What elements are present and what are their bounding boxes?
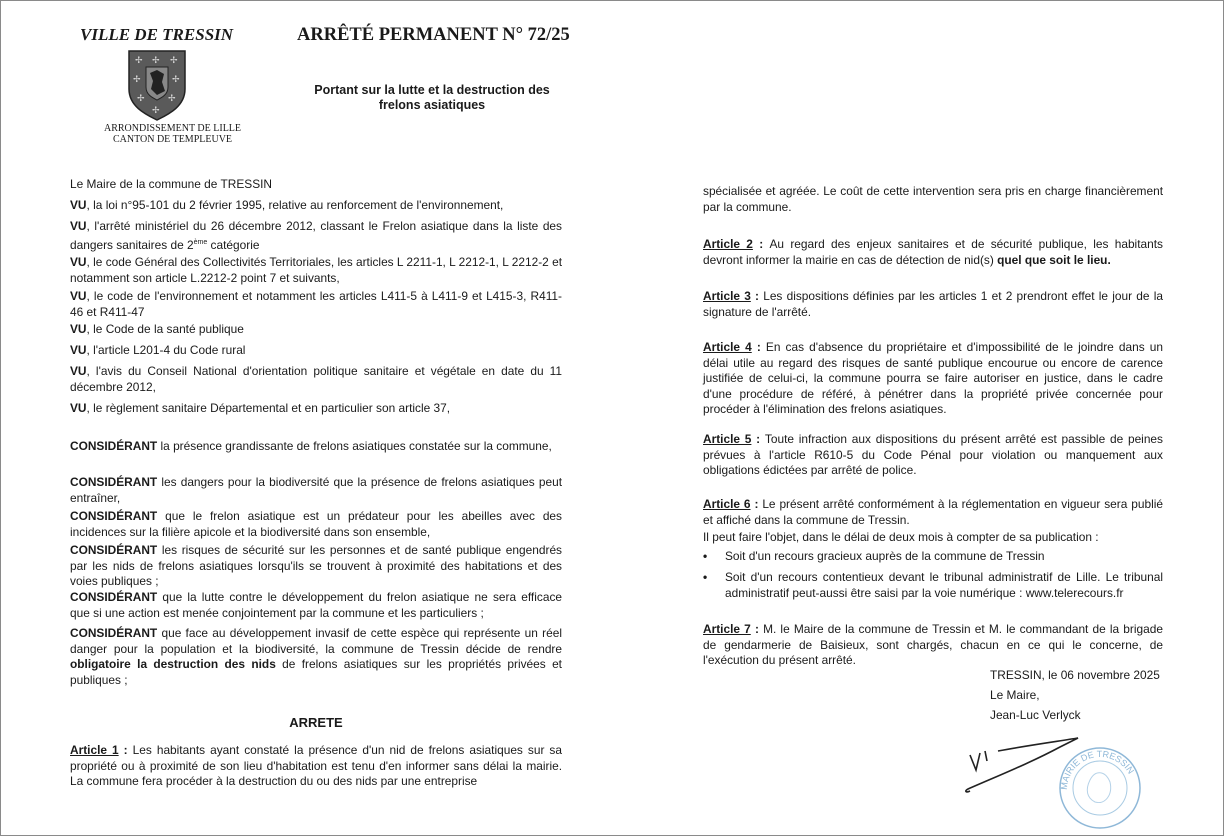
svg-text:✢: ✢ xyxy=(170,56,178,66)
article-2: Article 2 : Au regard des enjeux sanitaires et de sécurité publique, les habitants devront informer la mairie en cas de détection de nid(s) quel que soit le lieu. xyxy=(703,237,1163,267)
svg-text:✢: ✢ xyxy=(133,75,141,85)
town-name: VILLE DE TRESSIN xyxy=(80,25,234,44)
svg-text:✢: ✢ xyxy=(137,94,145,104)
considerant-item: CONSIDÉRANT que face au développement invasif de cette espèce qui représente un réel danger pour la population et la biodiversité, la commune de Tressin décide de rendre obligatoire la destruction des nids de frelons asiatiques sur les propriétés privées et publiques ; xyxy=(70,626,562,687)
vu-item: VU, le code Général des Collectivités Territoriales, les articles L 2211-1, L 2212-1, L 2212-2 et notamment son article L.2212-2 point 7 et suivants, xyxy=(70,255,562,285)
subtitle-line: Portant sur la lutte et la destruction des xyxy=(314,83,550,97)
subtitle-line: frelons asiatiques xyxy=(378,98,486,112)
bullet-item: • Soit d'un recours gracieux auprès de la commune de Tressin xyxy=(703,549,1045,563)
document-subtitle xyxy=(282,83,582,113)
vu-item: VU, la loi n°95-101 du 2 février 1995, relative au renforcement de l'environnement, xyxy=(70,198,504,212)
signatory-name: Jean-Luc Verlyck xyxy=(990,708,1081,722)
considerant-item: CONSIDÉRANT les risques de sécurité sur les personnes et de santé publique engendrés par les nids de frelons asiatiques lorsqu'ils se trouvent à proximité des habitations et des voies publiques ; xyxy=(70,543,562,589)
canton: CANTON DE TEMPLEUVE xyxy=(112,134,233,145)
mairie-stamp xyxy=(1055,740,1145,830)
article-1: Article 1 : Les habitants ayant constaté la présence d'un nid de frelons asiatiques sur sa propriété ou à proximité de son lieu d'habitation est tenu d'en informer sans délai la mairie. La commune fera procéder à la destruction du ou des nids par une entreprise xyxy=(70,743,562,789)
svg-text:✢: ✢ xyxy=(152,106,160,116)
place-date: TRESSIN, le 06 novembre 2025 xyxy=(990,668,1160,682)
considerant-item: CONSIDÉRANT que le frelon asiatique est un prédateur pour les abeilles avec des incidences sur la filière apicole et la biodiversité dans son ensemble, xyxy=(70,509,562,539)
recours-intro: Il peut faire l'objet, dans le délai de deux mois à compter de sa publication : xyxy=(703,530,1099,544)
article-3: Article 3 : Les dispositions définies par les articles 1 et 2 prendront effet le jour de la signature de l'arrêté. xyxy=(703,289,1163,319)
vu-item: VU, l'article L201-4 du Code rural xyxy=(70,343,246,357)
considerant-item: CONSIDÉRANT que la lutte contre le développement du frelon asiatique ne sera efficace que si une action est menée conjointement par la commune et les particuliers ; xyxy=(70,590,562,620)
vu-item: VU, le Code de la santé publique xyxy=(70,322,244,336)
svg-text:✢: ✢ xyxy=(172,75,180,85)
bullet-icon: • xyxy=(703,549,708,563)
svg-text:MAIRIE DE TRESSIN: MAIRIE DE TRESSIN xyxy=(1058,748,1136,791)
bullet-item: • Soit d'un recours contentieux devant le tribunal administratif de Lille. Le tribunal administratif peut-aussi être saisi par la voie numérique : www.telerecours.fr xyxy=(703,570,1163,600)
svg-text:✢: ✢ xyxy=(135,56,143,66)
considerant-item: CONSIDÉRANT les dangers pour la biodiversité que la présence de frelons asiatiques peut entraîner, xyxy=(70,475,562,505)
article-7: Article 7 : M. le Maire de la commune de Tressin et M. le commandant de la brigade de gendarmerie de Baisieux, sont chargés, chacun en ce qui le concerne, de l'exécution du présent arrêté. xyxy=(703,622,1163,668)
article-5: Article 5 : Toute infraction aux dispositions du présent arrêté est passible de peines prévues à l'article R610-5 du Code Pénal pour violation ou manquement aux obligations édictées par arrêté de police. xyxy=(703,432,1163,478)
vu-item: VU, l'arrêté ministériel du 26 décembre 2012, classant le Frelon asiatique dans la liste des dangers sanitaires de 2ème catégorie xyxy=(70,219,562,252)
article-6: Article 6 : Le présent arrêté conformément à la réglementation en vigueur sera publié et affiché dans la commune de Tressin. xyxy=(703,497,1163,527)
vu-item: VU, l'avis du Conseil National d'orientation politique sanitaire et végétale en date du 11 décembre 2012, xyxy=(70,364,562,394)
svg-text:✢: ✢ xyxy=(168,94,176,104)
signatory-role: Le Maire, xyxy=(990,688,1040,702)
arrondissement: ARRONDISSEMENT DE LILLE xyxy=(103,123,242,134)
vu-item: VU, le code de l'environnement et notamment les articles L411-5 à L411-9 et L415-3, R411-46 et R411-47 xyxy=(70,289,562,319)
document-title: ARRÊTÉ PERMANENT N° 72/25 xyxy=(297,25,570,45)
arrete-heading: ARRETE xyxy=(289,715,343,730)
vu-item: VU, le règlement sanitaire Départemental et en particulier son article 37, xyxy=(70,401,451,415)
svg-text:✢: ✢ xyxy=(152,56,160,66)
coat-of-arms-icon xyxy=(127,49,187,121)
article-4: Article 4 : En cas d'absence du propriétaire et d'impossibilité de le joindre dans un délai utile au regard des risques de santé publique encourue ou encore de carence justifiée de celui-ci, la commune pourra se faire autoriser en justice, dans le cadre d'une procédure de référé, à pénétrer dans la propriété privée concernée pour procéder à l'élimination des frelons asiatiques. xyxy=(703,340,1164,417)
bullet-icon: • xyxy=(703,570,708,584)
article-1-continued: spécialisée et agréée. Le coût de cette intervention sera pris en charge financièrement par la commune. xyxy=(703,184,1163,214)
intro-line: Le Maire de la commune de TRESSIN xyxy=(70,177,273,191)
considerant-item: CONSIDÉRANT la présence grandissante de frelons asiatiques constatée sur la commune, xyxy=(70,439,552,453)
